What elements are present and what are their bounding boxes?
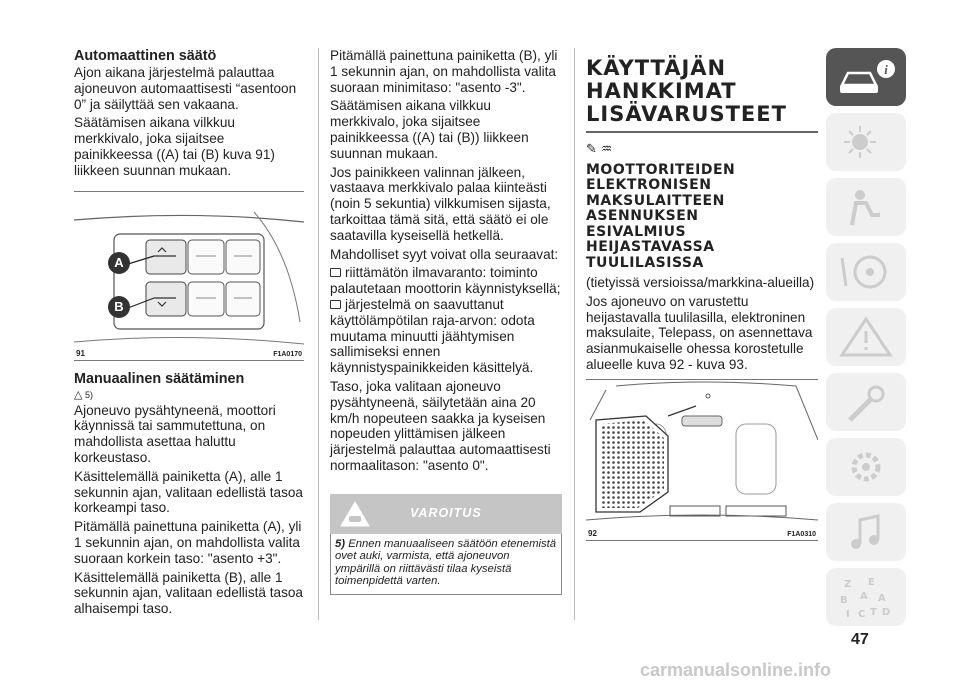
figure-number: 91 (76, 348, 85, 358)
svg-text:I: I (846, 609, 850, 619)
figure-number: 92 (588, 528, 597, 538)
warning-triangle-icon: △ (74, 388, 83, 401)
wrench-icon (836, 380, 896, 424)
subsection-title: ASENNUKSEN (586, 208, 699, 224)
gear-icon (836, 445, 896, 489)
column-separator (574, 48, 575, 620)
section-title: LISÄVARUSTEET (586, 102, 787, 126)
bullet-icon (330, 268, 341, 277)
svg-text:Z: Z (844, 579, 852, 590)
reference-number: 5) (84, 389, 93, 400)
column-separator (318, 48, 319, 620)
windshield-illustration (586, 380, 818, 540)
paragraph: Pitämällä painettuna painiketta (B), yli 1 sekunnin ajan, on mahdollista valita suoraan minimitaso: "asento -3". (330, 48, 558, 95)
callout-b: B (108, 296, 130, 318)
paragraph: Mahdolliset syyt voivat olla seuraavat: (330, 246, 559, 262)
warning-car-icon (340, 501, 370, 527)
figure-code: F1A0310 (787, 530, 816, 538)
warning-title: VAROITUS (410, 505, 482, 520)
section-title: HANKKIMAT (586, 79, 737, 103)
subsection-title: HEIJASTAVASSA (586, 239, 715, 255)
tab-safety[interactable] (826, 178, 906, 236)
subsection-title: TUULILASISSA (586, 254, 704, 271)
subsection-title: ELEKTRONISEN (586, 177, 712, 193)
figure-code: F1A0170 (273, 350, 302, 358)
list-item-text: järjestelmä on saavuttanut käyttölämpötilan raja-arvon: odota muutama minuutti jäähtymisen sallimiseksi ennen käynnistyspainikkeiden käsittelyä. (330, 296, 535, 376)
figure-91 (74, 191, 304, 361)
warning-header (330, 494, 562, 534)
column-3 (586, 48, 818, 541)
svg-text:i: i (884, 62, 888, 77)
svg-text:C: C (858, 609, 866, 619)
paragraph: Säätämisen aikana vilkkuu merkkivalo, joka sijaitsee painikkeessa ((A) tai (B)) liikkeen suunnan mukaan. (330, 98, 529, 161)
steering-wheel-icon (836, 250, 896, 294)
sun-icon (836, 120, 896, 164)
warning-box (330, 534, 562, 595)
music-note-icon (836, 510, 896, 554)
bullet-icon (330, 300, 341, 309)
paragraph: Taso, joka valitaan ajoneuvo pysähtyneenä, säilytetään aina 20 km/h nopeuteen saakka ja kyseisen nopeuden ylittämisen jälkeen järjestelmä palauttaa automaattisesti normaalitason: "asento 0". (330, 378, 551, 473)
svg-text:B: B (840, 595, 848, 606)
tab-emergency[interactable] (826, 308, 906, 366)
heading-automatic-adjustment: Automaattinen säätö (74, 48, 217, 64)
tab-dashboard[interactable] (826, 48, 906, 106)
tab-lights[interactable] (826, 113, 906, 171)
warning-text (335, 538, 557, 588)
warning-reference (74, 388, 304, 401)
paragraph: Säätämisen aikana vilkkuu merkkivalo, joka sijaitsee painikkeessa ((A) tai (B) kuva 91) liikkeen suunnan mukaan. (74, 115, 275, 178)
tab-index[interactable] (826, 568, 906, 626)
paragraph: Ajoneuvo pysähtyneenä, moottori käynnissä tai sammutettuna, on mahdollista asettaa haluttu korkeustaso. (74, 402, 276, 465)
paragraph: Käsittelemällä painiketta (B), alle 1 sekunnin ajan, valitaan edellistä tasoa alhaisempi taso. (74, 569, 303, 617)
subsection-title: ESIVALMIUS (586, 223, 687, 240)
subsection-title: MOOTTORITEIDEN (586, 161, 736, 178)
paragraph: (tietyissä versioissa/markkina-alueilla) (586, 275, 815, 290)
paragraph: Käsittelemällä painiketta (A), alle 1 sekunnin ajan, valitaan edellistä tasoa korkeampi taso. (74, 468, 303, 516)
svg-text:A: A (860, 591, 868, 602)
section-title: KÄYTTÄJÄN (586, 56, 727, 80)
svg-text:E: E (868, 577, 875, 588)
title-rule (586, 131, 818, 133)
tab-technical-data[interactable] (826, 438, 906, 496)
column-2 (330, 48, 562, 595)
figure-92 (586, 379, 818, 541)
warning-triangle-icon (836, 315, 896, 359)
no-pets-icons: ✎ ♒ (586, 140, 613, 156)
tab-driving[interactable] (826, 243, 906, 301)
watermark: carmanualsonline.info (640, 660, 832, 680)
paragraph: Pitämällä painettuna painiketta (A), yli 1 sekunnin ajan, on mahdollista valita suoraan korkein taso: "asento +3". (74, 519, 302, 566)
list-item (330, 297, 562, 376)
chapter-tabs (826, 48, 906, 633)
page-number: 47 (851, 631, 869, 648)
airbag-seat-icon (836, 185, 896, 229)
svg-text:A: A (878, 593, 886, 604)
svg-text:D: D (882, 607, 891, 618)
paragraph: Jos painikkeen valinnan jälkeen, vastaava merkkivalo palaa kiinteästi (noin 5 sekuntia) vilkkumisen sijasta, tarkoittaa tämä sitä, että säätö ei ole saatavilla kyseisellä hetkellä. (330, 164, 551, 243)
height-buttons-illustration (74, 192, 304, 360)
alphabet-index-icon (836, 575, 896, 619)
car-info-icon (836, 55, 896, 99)
callout-a: A (108, 252, 130, 274)
paragraph: Ajon aikana järjestelmä palauttaa ajoneuvon automaattisesti “asentoon 0” ja säilyttää sen vakaana. (74, 65, 297, 112)
subsection-title: MAKSULAITTEEN (586, 192, 725, 209)
tab-multimedia[interactable] (826, 503, 906, 561)
warning-ref: 5) (335, 537, 346, 550)
svg-text:T: T (870, 607, 877, 618)
list-item-text: riittämätön ilmavaranto: toiminto palautetaan moottorin käynnistyksellä; (330, 265, 561, 297)
tab-maintenance[interactable] (826, 373, 906, 431)
warning-body-text: Ennen manuaaliseen säätöön etenemistä ovet auki, varmista, että ajoneuvon ympärillä on riittävästi tilaa kyseistä toimenpidettä varten. (335, 537, 557, 588)
paragraph: Jos ajoneuvo on varustettu heijastavalla tuulilasilla, elektroninen maksulaite, Telepass, on asennettava asianmukaiselle ohessa korostetulle alueelle kuva 92 - kuva 93. (586, 293, 813, 372)
list-item (330, 265, 562, 297)
column-1 (74, 48, 304, 620)
heading-manual-adjustment: Manuaalinen säätäminen (74, 370, 245, 387)
